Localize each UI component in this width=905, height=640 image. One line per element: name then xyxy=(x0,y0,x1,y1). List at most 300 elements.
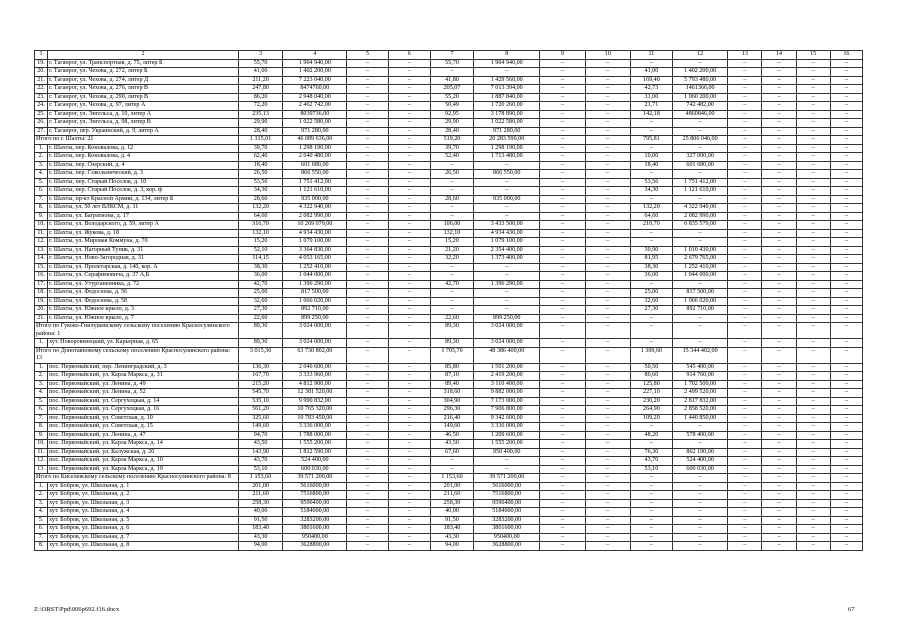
row-number: 23. xyxy=(35,93,48,102)
table-cell: – xyxy=(585,465,630,474)
address-cell: г. Шахты, ул. 50 лет ВЛКСМ, д. 11 xyxy=(48,204,239,213)
table-cell: 55,70 xyxy=(430,59,473,68)
table-cell: – xyxy=(796,306,830,315)
row-number: 19. xyxy=(35,59,48,68)
table-row xyxy=(35,85,863,94)
table-cell: 40,00 xyxy=(238,508,282,517)
table-cell: – xyxy=(388,68,430,77)
table-cell: 143,90 xyxy=(238,448,282,457)
table-cell: – xyxy=(796,119,830,128)
table-cell: 1 812 590,00 xyxy=(283,448,347,457)
table-cell: 183,40 xyxy=(430,525,473,534)
table-cell: – xyxy=(830,482,862,491)
table-cell: 25 806 046,00 xyxy=(673,136,728,145)
table-row xyxy=(35,238,863,247)
table-cell: – xyxy=(830,246,862,255)
table-cell: – xyxy=(540,76,585,85)
table-cell: 7516800,00 xyxy=(474,491,540,500)
table-cell: – xyxy=(347,448,388,457)
table-cell: – xyxy=(540,397,585,406)
table-cell: – xyxy=(796,212,830,221)
table-cell: – xyxy=(585,212,630,221)
footer-file-path: Z:\ORST\Ppd\006p692.f16.docx xyxy=(34,606,120,613)
table-cell: 21,20 xyxy=(430,246,473,255)
table-cell: – xyxy=(728,127,762,136)
table-cell: – xyxy=(762,238,796,247)
table-cell: – xyxy=(388,272,430,281)
table-cell: – xyxy=(830,153,862,162)
table-row xyxy=(35,204,863,213)
row-number: 25. xyxy=(35,110,48,119)
table-cell: – xyxy=(585,136,630,145)
table-cell: 39,70 xyxy=(238,144,282,153)
table-cell: – xyxy=(540,170,585,179)
table-cell: – xyxy=(830,323,862,339)
table-cell: – xyxy=(388,474,430,483)
address-cell: г. Шахты, пр-кт Красной Армии, д. 134, литер Б xyxy=(48,195,239,204)
table-cell: 183,40 xyxy=(238,525,282,534)
table-cell: – xyxy=(347,499,388,508)
table-cell: 1 396 290,00 xyxy=(283,280,347,289)
table-cell: – xyxy=(585,347,630,363)
table-cell: – xyxy=(540,533,585,542)
table-cell: – xyxy=(540,119,585,128)
table-row xyxy=(35,93,863,102)
table-cell: – xyxy=(728,153,762,162)
table-cell: – xyxy=(762,263,796,272)
table-cell: 1 079 100,00 xyxy=(474,238,540,247)
table-cell: 216,40 xyxy=(430,414,473,423)
table-cell: – xyxy=(630,59,672,68)
address-cell: пос. Первомайский, ул. Карла Маркса, д. 19 xyxy=(48,465,239,474)
address-cell: г. Шахты, ул. Утурганенника, д. 72 xyxy=(48,280,239,289)
table-cell: 325,60 xyxy=(238,414,282,423)
table-cell: – xyxy=(762,380,796,389)
table-cell: – xyxy=(728,314,762,323)
table-cell: – xyxy=(388,127,430,136)
row-number: 8. xyxy=(35,423,48,432)
table-cell: – xyxy=(796,68,830,77)
table-cell: – xyxy=(830,465,862,474)
table-cell: – xyxy=(762,144,796,153)
table-cell: 258,30 xyxy=(430,499,473,508)
table-cell: 2 354 400,00 xyxy=(474,246,540,255)
table-cell: – xyxy=(585,323,630,339)
table-cell: – xyxy=(762,389,796,398)
table-cell: 866 550,00 xyxy=(283,170,347,179)
table-cell: – xyxy=(585,431,630,440)
table-cell: – xyxy=(796,508,830,517)
table-cell: 29,90 xyxy=(238,119,282,128)
table-cell: – xyxy=(796,474,830,483)
table-cell: – xyxy=(347,110,388,119)
table-cell: – xyxy=(762,306,796,315)
table-cell: – xyxy=(830,406,862,415)
table-cell: – xyxy=(585,533,630,542)
table-cell: – xyxy=(585,238,630,247)
table-cell: – xyxy=(347,68,388,77)
table-cell: – xyxy=(540,323,585,339)
column-number: 8 xyxy=(474,51,540,60)
table-row xyxy=(35,465,863,474)
table-cell: – xyxy=(830,289,862,298)
address-cell: хут. Бобров, ул. Школьная, д. 5 xyxy=(48,516,239,525)
table-cell: 22,60 xyxy=(238,314,282,323)
table-cell: – xyxy=(630,170,672,179)
table-cell: – xyxy=(585,363,630,372)
table-cell: – xyxy=(388,347,430,363)
table-cell: 86,20 xyxy=(238,93,282,102)
table-cell: 42,73 xyxy=(630,85,672,94)
table-cell: – xyxy=(830,85,862,94)
table-cell: – xyxy=(347,170,388,179)
table-cell: – xyxy=(540,423,585,432)
table-cell: – xyxy=(796,440,830,449)
table-cell: – xyxy=(540,102,585,111)
table-cell: 89,30 xyxy=(430,323,473,339)
table-cell: – xyxy=(796,272,830,281)
table-cell: 3801600,00 xyxy=(283,525,347,534)
table-cell: 20 283 590,00 xyxy=(474,136,540,145)
table-cell: 2 462 742,00 xyxy=(283,102,347,111)
address-cell: пос. Первомайский, пер. Ленинградский, д. 3 xyxy=(48,363,239,372)
table-cell: – xyxy=(388,525,430,534)
table-cell: – xyxy=(540,229,585,238)
table-cell: 2 040 480,00 xyxy=(283,153,347,162)
table-cell: – xyxy=(347,389,388,398)
table-cell: 318,60 xyxy=(430,389,473,398)
table-cell: – xyxy=(540,380,585,389)
column-number: 12 xyxy=(673,51,728,60)
table-cell: 26,50 xyxy=(430,170,473,179)
table-row xyxy=(35,127,863,136)
table-cell: – xyxy=(540,465,585,474)
table-cell: – xyxy=(430,68,473,77)
table-cell: – xyxy=(585,440,630,449)
table-cell: – xyxy=(474,68,540,77)
table-cell: – xyxy=(430,272,473,281)
table-cell: – xyxy=(762,508,796,517)
subtotal-label: Итого по Гуково-Гнилушевскому сельскому поселению Красносулинского района: 1 xyxy=(35,323,239,339)
table-cell: – xyxy=(728,372,762,381)
table-cell: 899 250,00 xyxy=(283,314,347,323)
row-number: 11. xyxy=(35,229,48,238)
subtotal-row xyxy=(35,474,863,483)
table-cell: 9 342 600,00 xyxy=(474,414,540,423)
table-cell: – xyxy=(830,272,862,281)
table-cell: – xyxy=(830,533,862,542)
table-cell: 132,20 xyxy=(238,204,282,213)
column-number: 7 xyxy=(430,51,473,60)
table-cell: – xyxy=(830,178,862,187)
table-cell: – xyxy=(388,170,430,179)
table-cell: – xyxy=(585,255,630,264)
table-cell: – xyxy=(388,280,430,289)
table-cell: – xyxy=(474,161,540,170)
row-number: 27. xyxy=(35,127,48,136)
table-row xyxy=(35,289,863,298)
table-cell: 1 904 940,00 xyxy=(283,59,347,68)
table-cell: – xyxy=(388,153,430,162)
row-number: 5. xyxy=(35,178,48,187)
table-cell: 36,00 xyxy=(630,272,672,281)
table-cell: 601 680,00 xyxy=(673,161,728,170)
table-cell: – xyxy=(728,482,762,491)
table-cell: 91,50 xyxy=(430,516,473,525)
row-number: 2. xyxy=(35,491,48,500)
table-cell: – xyxy=(347,195,388,204)
address-cell: г. Шахты, пер. Сокольнический, д. 3 xyxy=(48,170,239,179)
table-cell: – xyxy=(796,136,830,145)
table-cell: 1 022 580,00 xyxy=(474,119,540,128)
table-cell: 1 121 610,00 xyxy=(673,187,728,196)
table-cell: 48 386 400,00 xyxy=(474,347,540,363)
table-cell: – xyxy=(762,170,796,179)
table-cell: 64,60 xyxy=(238,212,282,221)
table-cell: – xyxy=(728,406,762,415)
table-cell: 1 705,70 xyxy=(430,347,473,363)
table-cell: 2 679 765,00 xyxy=(673,255,728,264)
row-number: 13. xyxy=(35,465,48,474)
table-cell: 2 046 600,00 xyxy=(283,363,347,372)
table-row xyxy=(35,263,863,272)
table-cell: – xyxy=(585,263,630,272)
subtotal-label: Итого по Донотавновому сельскому поселению Красносулинского района: 13 xyxy=(35,347,239,363)
table-cell: – xyxy=(796,289,830,298)
table-row xyxy=(35,414,863,423)
table-cell: – xyxy=(673,323,728,339)
address-cell: г. Таганрог, ул. Чехова, д. 274, литер Д xyxy=(48,76,239,85)
table-cell: – xyxy=(630,525,672,534)
table-cell: – xyxy=(540,289,585,298)
table-cell: – xyxy=(388,363,430,372)
table-cell: – xyxy=(728,457,762,466)
table-cell: – xyxy=(540,297,585,306)
table-cell: – xyxy=(728,255,762,264)
table-cell: – xyxy=(762,347,796,363)
table-cell: – xyxy=(830,161,862,170)
table-cell: – xyxy=(585,406,630,415)
table-cell: – xyxy=(585,93,630,102)
table-cell: – xyxy=(474,297,540,306)
table-cell: 94,00 xyxy=(430,542,473,551)
table-cell: – xyxy=(673,119,728,128)
table-cell: – xyxy=(347,516,388,525)
table-cell: – xyxy=(585,542,630,551)
table-row xyxy=(35,59,863,68)
table-cell: – xyxy=(796,110,830,119)
table-cell: 142,18 xyxy=(630,110,672,119)
table-cell: – xyxy=(728,110,762,119)
table-cell: – xyxy=(796,380,830,389)
table-cell: – xyxy=(388,431,430,440)
table-cell: – xyxy=(796,246,830,255)
table-cell: 235,13 xyxy=(238,110,282,119)
address-cell: г. Шахты, ул. Нагорный Тупик, д. 31 xyxy=(48,246,239,255)
table-cell: – xyxy=(388,457,430,466)
table-cell: 211,60 xyxy=(430,491,473,500)
table-cell: – xyxy=(540,414,585,423)
table-cell: 39,70 xyxy=(430,144,473,153)
table-cell: – xyxy=(540,153,585,162)
table-cell: 53,56 xyxy=(238,178,282,187)
table-cell: 25,00 xyxy=(630,289,672,298)
table-cell: 211,60 xyxy=(238,491,282,500)
table-cell: – xyxy=(728,59,762,68)
table-cell: – xyxy=(474,178,540,187)
table-cell: – xyxy=(830,347,862,363)
row-number: 22. xyxy=(35,85,48,94)
row-number: 21. xyxy=(35,76,48,85)
table-cell: – xyxy=(830,431,862,440)
table-cell: – xyxy=(728,431,762,440)
table-cell: – xyxy=(673,238,728,247)
table-cell: – xyxy=(540,448,585,457)
table-row xyxy=(35,144,863,153)
table-cell: 106,00 xyxy=(430,221,473,230)
table-cell: 132,20 xyxy=(630,204,672,213)
table-cell: – xyxy=(762,280,796,289)
table-cell: – xyxy=(540,178,585,187)
table-cell: 247,80 xyxy=(238,85,282,94)
row-number: 1. xyxy=(35,363,48,372)
table-cell: – xyxy=(830,339,862,348)
table-cell: – xyxy=(388,136,430,145)
table-cell: – xyxy=(728,229,762,238)
table-cell: – xyxy=(728,323,762,339)
table-cell: 914 760,00 xyxy=(673,372,728,381)
table-cell: – xyxy=(540,127,585,136)
table-cell: 15,20 xyxy=(430,238,473,247)
table-cell: – xyxy=(388,76,430,85)
table-cell: 578 400,00 xyxy=(673,431,728,440)
table-cell: – xyxy=(762,204,796,213)
table-cell: – xyxy=(347,153,388,162)
address-cell: г. Таганрог, ул. Чехова, д. 290, литер В xyxy=(48,93,239,102)
table-cell: – xyxy=(830,516,862,525)
table-cell: 18,40 xyxy=(238,161,282,170)
table-cell: – xyxy=(347,93,388,102)
table-cell: 1 440 850,00 xyxy=(673,414,728,423)
table-cell: 899 250,00 xyxy=(474,314,540,323)
table-cell: – xyxy=(796,102,830,111)
table-cell: 7516800,00 xyxy=(283,491,347,500)
table-cell: – xyxy=(430,289,473,298)
table-cell: 545,70 xyxy=(238,389,282,398)
table-cell: – xyxy=(347,255,388,264)
table-cell: – xyxy=(830,68,862,77)
table-cell: – xyxy=(630,474,672,483)
address-cell: г. Таганрог, ул. Транспортная, д. 75, литер Б xyxy=(48,59,239,68)
table-cell: 1 555 200,00 xyxy=(474,440,540,449)
table-cell: – xyxy=(347,457,388,466)
address-cell: хут. Бобров, ул. Школьная, д. 6 xyxy=(48,525,239,534)
table-cell: – xyxy=(762,314,796,323)
table-cell: – xyxy=(347,508,388,517)
table-cell: – xyxy=(585,195,630,204)
table-cell: – xyxy=(728,414,762,423)
table-cell: – xyxy=(347,178,388,187)
table-cell: – xyxy=(762,491,796,500)
table-cell: – xyxy=(673,499,728,508)
table-cell: 795,81 xyxy=(630,136,672,145)
table-cell: 4 322 940,00 xyxy=(283,204,347,213)
table-cell: – xyxy=(728,339,762,348)
table-cell: 304,90 xyxy=(430,397,473,406)
table-cell: 72,20 xyxy=(238,102,282,111)
table-cell: – xyxy=(728,221,762,230)
subtotal-row xyxy=(35,136,863,145)
address-cell: хут. Бобров, ул. Школьная, д. 8 xyxy=(48,542,239,551)
table-cell: – xyxy=(430,306,473,315)
table-cell: – xyxy=(762,297,796,306)
table-row xyxy=(35,372,863,381)
table-cell: 862 190,00 xyxy=(673,448,728,457)
table-cell: – xyxy=(728,68,762,77)
table-cell: – xyxy=(347,339,388,348)
table-cell: – xyxy=(388,59,430,68)
table-cell: – xyxy=(630,482,672,491)
table-cell: – xyxy=(728,289,762,298)
table-cell: – xyxy=(830,170,862,179)
table-cell: – xyxy=(762,431,796,440)
table-cell: – xyxy=(728,161,762,170)
table-cell: – xyxy=(474,306,540,315)
address-cell: пос. Первомайский, ул. Советская, д. 15 xyxy=(48,423,239,432)
table-cell: 62,40 xyxy=(238,153,282,162)
table-cell: – xyxy=(796,533,830,542)
table-cell: – xyxy=(474,212,540,221)
table-cell: 3 015,30 xyxy=(238,347,282,363)
table-cell: 817 500,00 xyxy=(673,289,728,298)
table-cell: 215,20 xyxy=(238,380,282,389)
table-cell: 12 381 520,00 xyxy=(283,389,347,398)
address-cell: хут. Новоровенецкий, ул. Карьерная, д. 65 xyxy=(48,339,239,348)
table-cell: 76,30 xyxy=(630,448,672,457)
table-cell: 892 710,00 xyxy=(673,306,728,315)
table-cell: 1 298 190,00 xyxy=(474,144,540,153)
row-number: 20. xyxy=(35,306,48,315)
table-cell: 43,70 xyxy=(630,457,672,466)
table-row xyxy=(35,423,863,432)
table-cell: 327 000,00 xyxy=(673,153,728,162)
table-row xyxy=(35,229,863,238)
table-cell: – xyxy=(347,465,388,474)
table-cell: – xyxy=(388,238,430,247)
table-cell: – xyxy=(728,272,762,281)
table-cell: 1 315,01 xyxy=(238,136,282,145)
table-cell: – xyxy=(630,533,672,542)
table-cell: 3 178 890,00 xyxy=(474,110,540,119)
table-cell: 1 010 430,00 xyxy=(673,246,728,255)
table-cell: – xyxy=(585,314,630,323)
table-cell: – xyxy=(540,238,585,247)
table-cell: – xyxy=(728,440,762,449)
document-page xyxy=(34,50,863,551)
table-cell: – xyxy=(347,525,388,534)
table-cell: 1 209 600,00 xyxy=(474,431,540,440)
table-cell: 950400,00 xyxy=(283,533,347,542)
address-cell: пос. Первомайский, ул. Карла Маркса, д. 31 xyxy=(48,372,239,381)
table-row xyxy=(35,499,863,508)
table-row xyxy=(35,314,863,323)
table-cell: – xyxy=(796,178,830,187)
address-cell: пос. Первомайский, ул. Ленина, д. 52 xyxy=(48,389,239,398)
table-row xyxy=(35,297,863,306)
address-cell: г. Таганрог, ул. Энгельса, д. 10, литер А xyxy=(48,110,239,119)
table-cell: 7 223 040,00 xyxy=(283,76,347,85)
column-number: 1 xyxy=(35,51,48,60)
